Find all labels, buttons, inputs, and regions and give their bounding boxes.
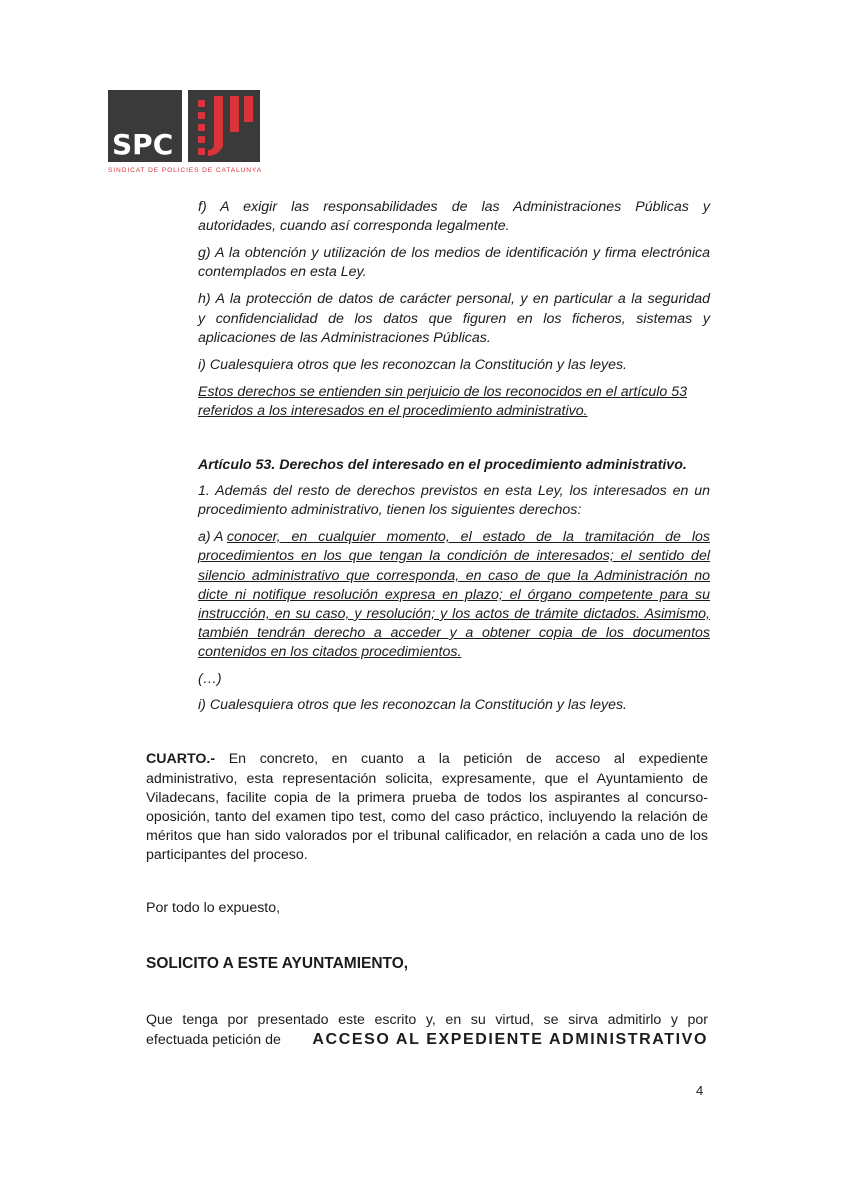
article53-i-line: i) Cualesquiera otros que les reconozcan la Constitución y las leyes. [198,697,627,713]
article53-a-line3: silencio administrativo que corresponda, en caso de que la Administración no [198,568,710,584]
cuarto-label: CUARTO.- [146,751,216,767]
logo-dark-block [108,90,182,162]
cuarto-line3: Viladecans, facilite copia de la primera prueba de todos los aspirantes al concurso- [146,790,708,806]
logo-mark-text: SPC [112,128,174,161]
article53-a-prefix: a) A [198,529,227,545]
logo-emblem-graphic [188,90,260,162]
item-i-line: i) Cualesquiera otros que les reconozcan la Constitución y las leyes. [198,357,627,373]
cuarto-line2: administrativo, esta representación solicita, expresamente, que el Ayuntamiento de [146,771,708,787]
cuarto-line1-rest: En concreto, en cuanto a la petición de acceso al expediente [215,751,708,767]
item-h-line1: h) A la protección de datos de carácter personal, y en particular a la seguridad [198,291,710,307]
article53-a-line2: procedimientos en los que tengan la condición de interesados; el sentido del [198,548,710,564]
item-g-line2: contemplados en esta Ley. [198,264,367,280]
note-line1: Estos derechos se entienden sin perjuicio de los reconocidos en el artículo 53 [198,384,687,400]
item-f-line1: f) A exigir las responsabilidades de las Administraciones Públicas y [198,199,710,215]
article53-p1-line2: procedimiento administrativo, tienen los siguientes derechos: [198,502,582,518]
por-todo-expuesto: Por todo lo expuesto, [146,900,281,916]
note-line2: referidos a los interesados en el procedimiento administrativo. [198,403,588,419]
cuarto-line5: méritos que han sido valorados por el tribunal calificador, en relación a cada uno de los [146,828,708,844]
cuarto-line6: participantes del proceso. [146,847,308,863]
solicito-heading: SOLICITO A ESTE AYUNTAMIENTO, [146,955,409,972]
page-number: 4 [696,1083,704,1098]
article53-a-line5: instrucción, en su caso, y resolución; y los actos de trámite dictados. Asimismo, [198,606,710,622]
que-line2-start: efectuada petición de [146,1032,281,1048]
article53-ellipsis: (…) [198,671,222,687]
logo-subtitle: SINDICAT DE POLICIES DE CATALUNYA [108,167,263,174]
article53-title: Artículo 53. Derechos del interesado en el procedimiento administrativo. [198,457,687,473]
article53-a-line7: contenidos en los citados procedimientos. [198,644,462,660]
acceso-expediente: ACCESO AL EXPEDIENTE ADMINISTRATIVO [312,1031,708,1048]
item-g-line1: g) A la obtención y utilización de los medios de identificación y firma electrónica [198,245,710,261]
cuarto-line1 [146,750,708,770]
item-h-line2: y confidencialidad de los datos que figuren en los ficheros, sistemas y [198,311,710,327]
que-line2 [146,1030,708,1051]
article53-a-line1-underlined: conocer, en cualquier momento, el estado de la tramitación de los [226,529,710,545]
article53-a-line1 [198,528,710,547]
article53-a-line6: también tendrán derecho a acceder y a obtener copia de los documentos [198,625,710,641]
item-h-line3: aplicaciones de las Administraciones Públicas. [198,330,491,346]
article53-p1-line1: 1. Además del resto de derechos previstos en esta Ley, los interesados en un [198,483,710,499]
spc-logo [108,90,264,180]
item-f-line2: autoridades, cuando así corresponda legalmente. [198,218,510,234]
cuarto-line4: oposición, tanto del examen tipo test, como del caso práctico, incluyendo la relación de [146,809,708,825]
que-line1: Que tenga por presentado este escrito y, en su virtud, se sirva admitirlo y por [146,1012,708,1028]
article53-a-line4: dicte ni notifique resolución expresa en plazo; el órgano competente para su [198,587,710,603]
logo-emblem [188,90,260,162]
